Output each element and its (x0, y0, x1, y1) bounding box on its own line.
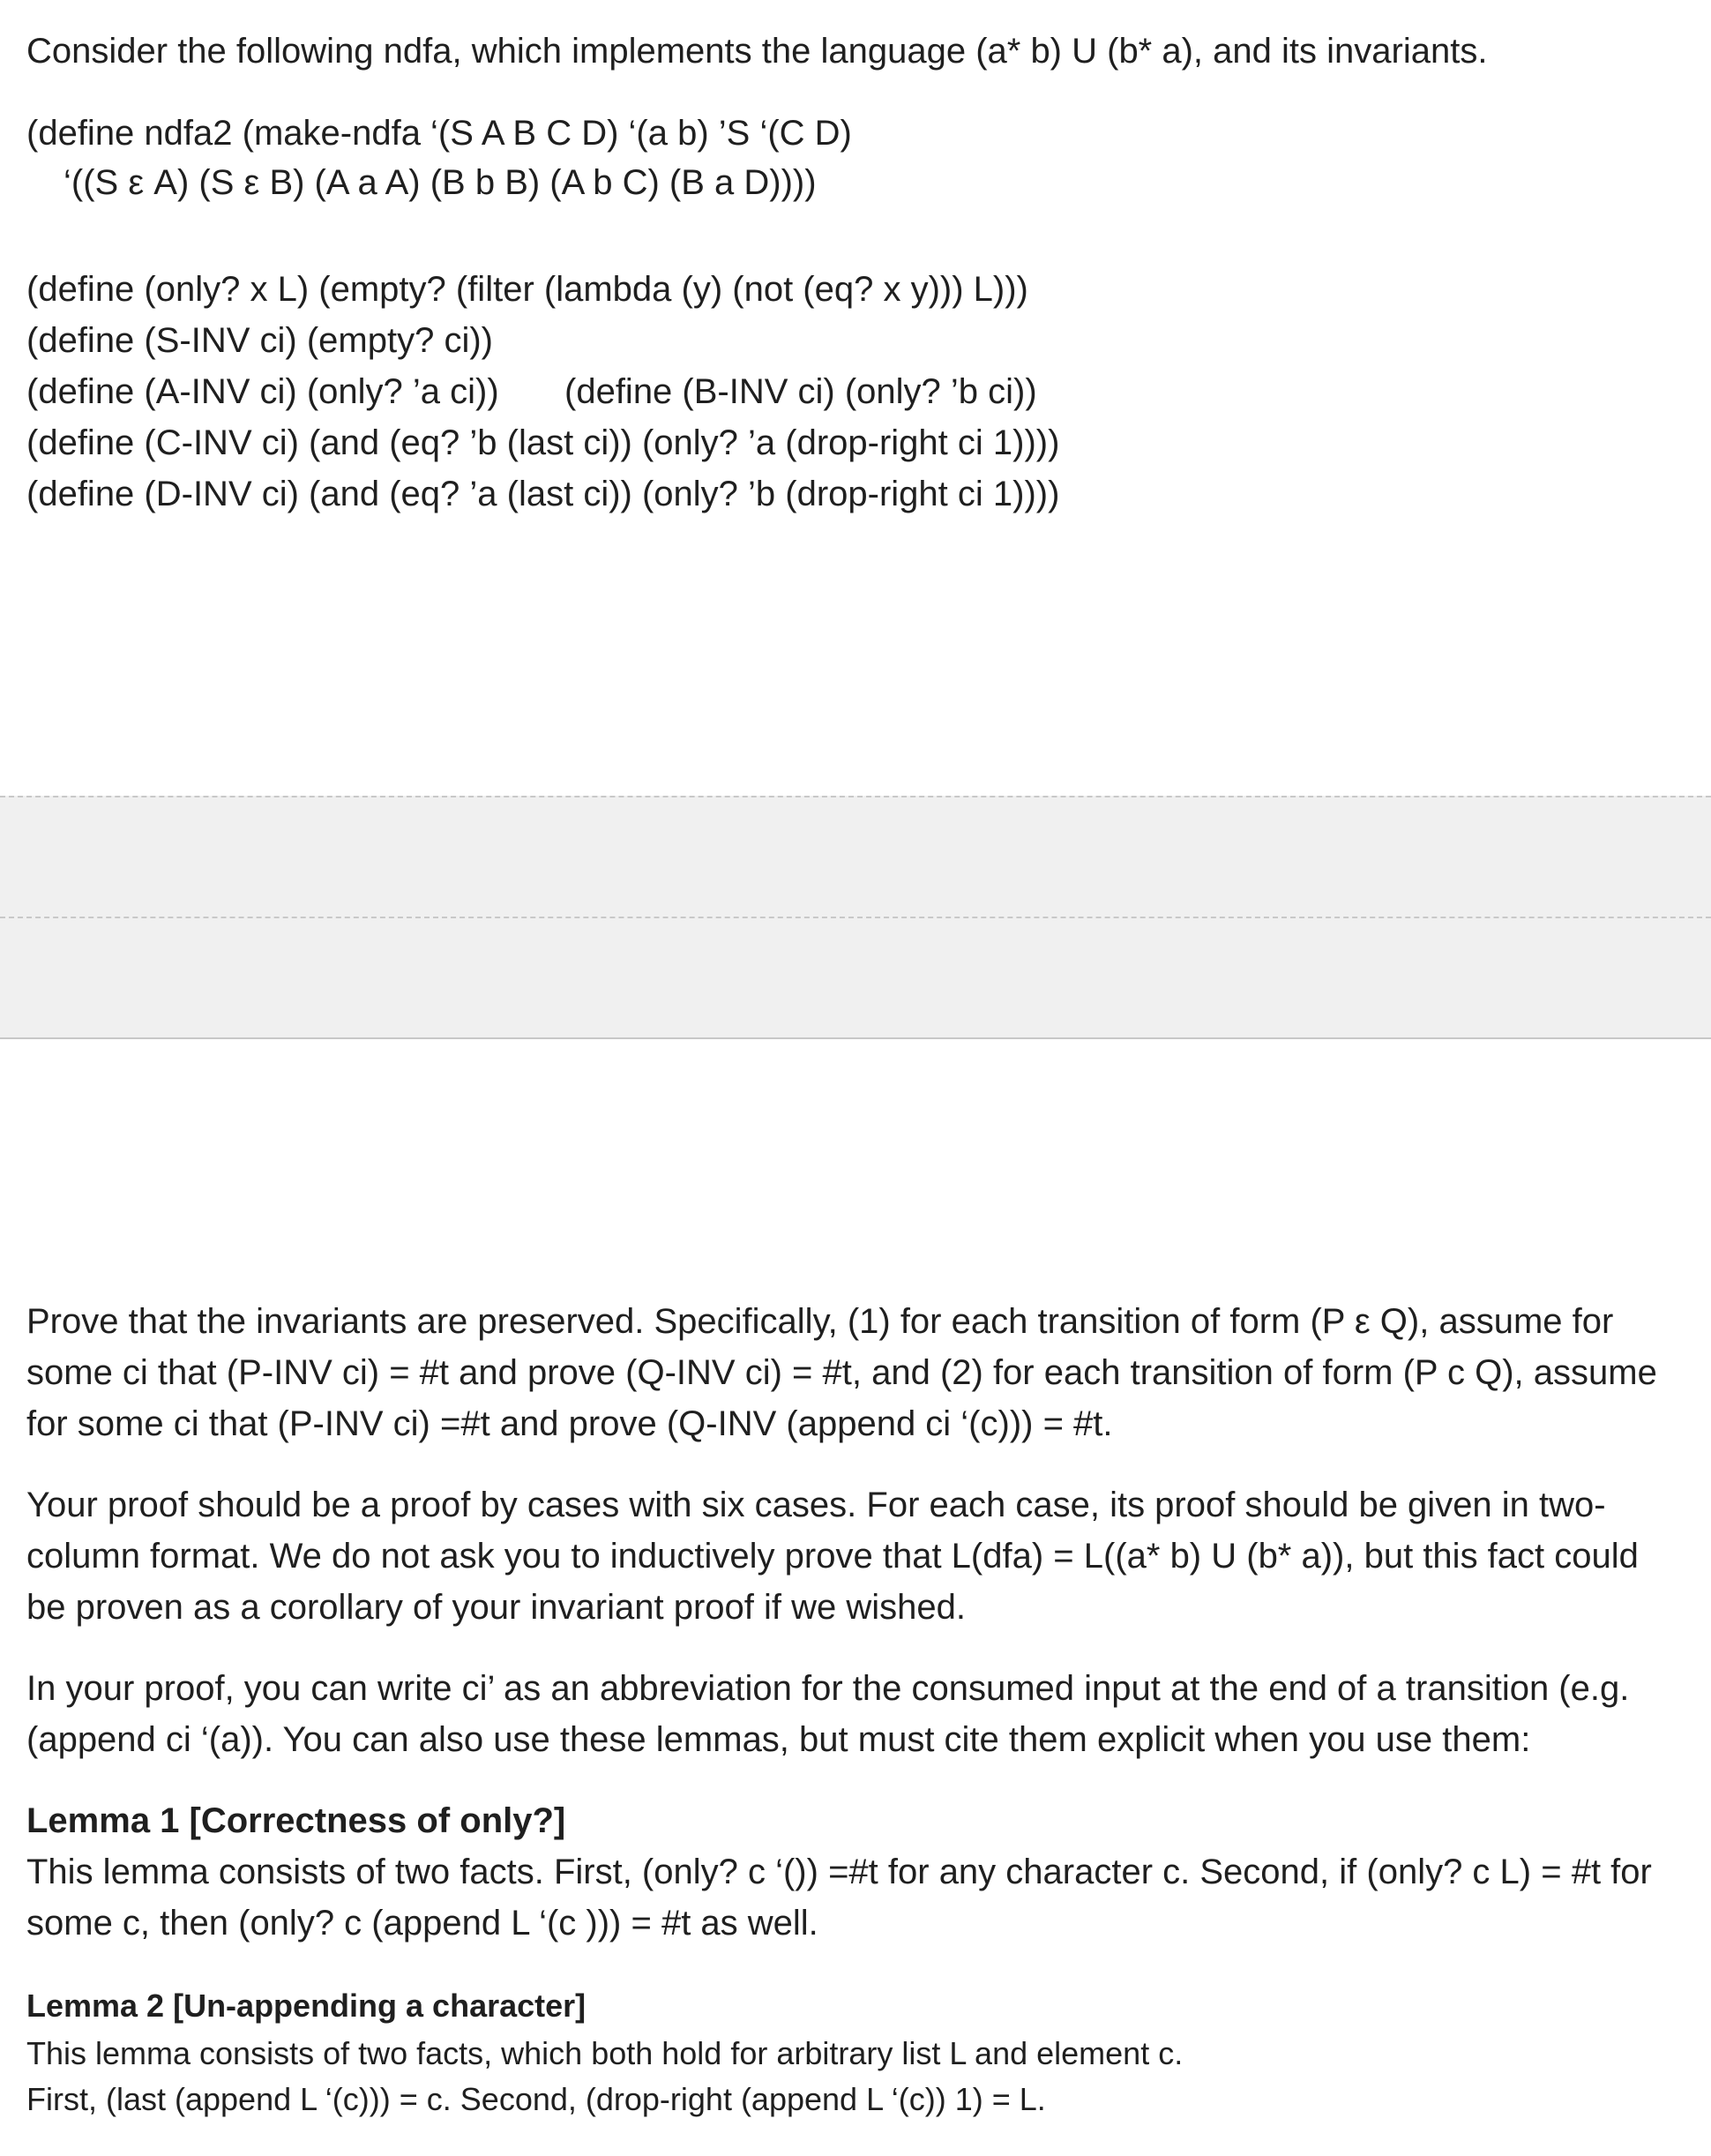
abbrev-line-2: (append ci ‘(a)). You can also use these lemmas, but must cite them explicit when you use them: (26, 1720, 1531, 1759)
page-break-line (0, 917, 1711, 918)
page-gap-bottom-border (0, 1037, 1711, 1039)
a-inv-definition: (define (A-INV ci) (only? ’a ci)) (26, 372, 499, 411)
lemma-1-title: Lemma 1 [Correctness of only?] (26, 1801, 566, 1840)
only-definition: (define (only? x L) (empty? (filter (lambda (y) (not (eq? x y))) L))) (26, 270, 1028, 309)
lemma-2-title: Lemma 2 [Un-appending a character] (26, 1988, 587, 2024)
lemma-2-line-1: This lemma consists of two facts, which both hold for arbitrary list L and element c. (26, 2035, 1184, 2071)
intro-text: Consider the following ndfa, which implements the language (a* b) U (b* a), and its invariants. (26, 32, 1488, 71)
b-inv-definition: (define (B-INV ci) (only? ’b ci)) (564, 372, 1037, 411)
page-gap-top-border (0, 796, 1711, 797)
cases-line-1: Your proof should be a proof by cases with six cases. For each case, its proof should be given in two- (26, 1486, 1606, 1524)
prove-line-1: Prove that the invariants are preserved. Specifically, (1) for each transition of form (P ε Q), assume for (26, 1302, 1614, 1341)
cases-line-3: be proven as a corollary of your invariant proof if we wished. (26, 1588, 966, 1627)
cases-line-2: column format. We do not ask you to inductively prove that L(dfa) = L((a* b) U (b* a)), but this fact could (26, 1537, 1639, 1576)
lemma-1-line-1: This lemma consists of two facts. First, (only? c ‘()) =#t for any character c. Second, if (only? c L) = #t for (26, 1853, 1652, 1891)
ndfa-line-1: (define ndfa2 (make-ndfa ‘(S A B C D) ‘(a b) ’S ‘(C D) (26, 114, 852, 153)
prove-line-3: for some ci that (P-INV ci) =#t and prove (Q-INV (append ci ‘(c))) = #t. (26, 1404, 1113, 1443)
s-inv-definition: (define (S-INV ci) (empty? ci)) (26, 321, 493, 360)
c-inv-definition: (define (C-INV ci) (and (eq? ’b (last ci)) (only? ’a (drop-right ci 1)))) (26, 423, 1060, 462)
ndfa-line-2: ‘((S ε A) (S ε B) (A a A) (B b B) (A b C) (B a D)))) (64, 163, 817, 202)
d-inv-definition: (define (D-INV ci) (and (eq? ’a (last ci)) (only? ’b (drop-right ci 1)))) (26, 475, 1060, 513)
prove-line-2: some ci that (P-INV ci) = #t and prove (Q-INV ci) = #t, and (2) for each transition of form (P c Q), assume (26, 1353, 1657, 1392)
lemma-1-line-2: some c, then (only? c (append L ‘(c ))) = #t as well. (26, 1904, 818, 1943)
abbrev-line-1: In your proof, you can write ci’ as an abbreviation for the consumed input at the end of a transition (e.g. (26, 1669, 1630, 1708)
lemma-2-line-2: First, (last (append L ‘(c))) = c. Second, (drop-right (append L ‘(c)) 1) = L. (26, 2081, 1046, 2117)
